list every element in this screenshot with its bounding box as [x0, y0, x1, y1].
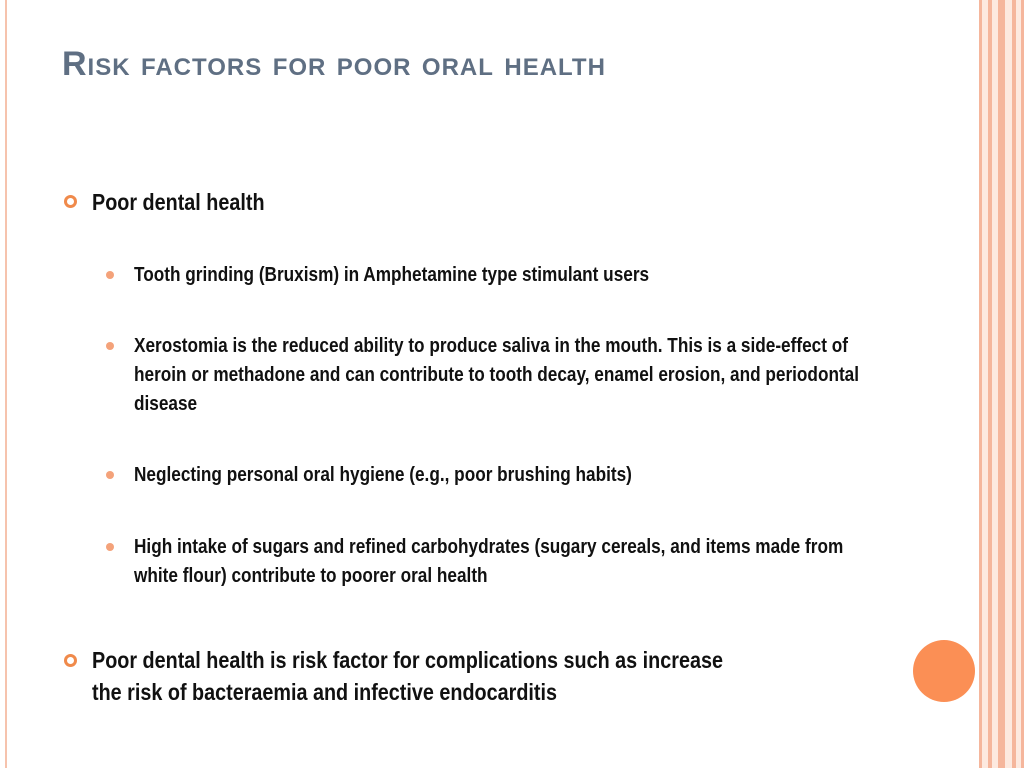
- sub-bullet-xerostomia: Xerostomia is the reduced ability to produce saliva in the mouth. This is a side-effect of heroin or methadone and can contribute to tooth decay, enamel erosion, and periodontal disease: [134, 335, 860, 415]
- bullet-dot-icon: [106, 271, 114, 279]
- left-border-rule: [5, 0, 7, 768]
- accent-circle: [913, 640, 975, 702]
- decorative-stripe: [1012, 0, 1016, 768]
- bullet-ring-icon: [64, 195, 77, 208]
- slide-title: Risk factors for poor oral health: [62, 45, 606, 83]
- sub-bullet-tooth-grinding: Tooth grinding (Bruxism) in Amphetamine type stimulant users: [134, 264, 650, 286]
- bullet-dot-icon: [106, 342, 114, 350]
- bullet-ring-icon: [64, 654, 77, 667]
- sub-bullet-oral-hygiene: Neglecting personal oral hygiene (e.g., poor brushing habits): [134, 464, 632, 486]
- decorative-stripe: [979, 0, 982, 768]
- decorative-stripe: [998, 0, 1005, 768]
- bullet-dot-icon: [106, 543, 114, 551]
- bullet-dot-icon: [106, 471, 114, 479]
- decorative-stripe: [988, 0, 992, 768]
- sub-bullet-sugar-intake: High intake of sugars and refined carbohydrates (sugary cereals, and items made from white flour) contribute to poorer oral health: [134, 536, 844, 587]
- bullet-poor-dental-health: Poor dental health: [92, 189, 265, 215]
- bullet-complications: Poor dental health is risk factor for complications such as increase the risk of bacteraemia and infective endocarditis: [92, 647, 723, 705]
